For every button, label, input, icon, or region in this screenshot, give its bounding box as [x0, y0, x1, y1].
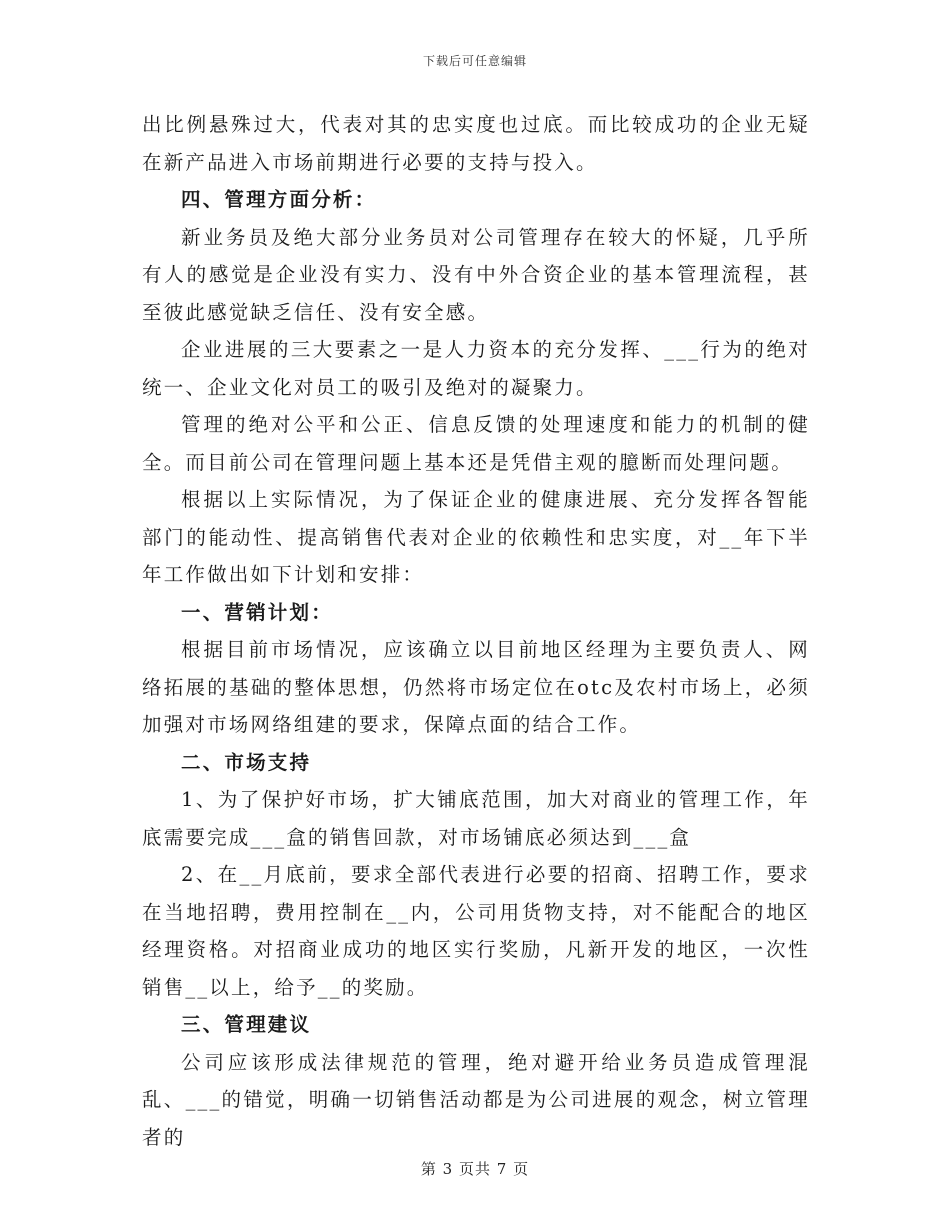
page-footer: 第 3 页共 7 页	[420, 1160, 530, 1178]
section-heading-market-support: 二、市场支持	[181, 750, 312, 774]
paragraph-6: 根据目前市场情况，应该确立以目前地区经理为主要负责人、网络拓展的基础的整体思想，仍然将市场定位在otc及农村市场上，必须加强对市场网络组建的要求，保障点面的结合工作。	[142, 638, 810, 736]
paragraph-1: 出比例悬殊过大，代表对其的忠实度也过底。而比较成功的企业无疑在新产品进入市场前期进行必要的支持与投入。	[142, 113, 810, 174]
document-body	[142, 106, 810, 1156]
page-header: 下载后可任意编辑	[422, 54, 527, 68]
paragraph-9: 公司应该形成法律规范的管理，绝对避开给业务员造成管理混乱、___的错觉，明确一切销售活动都是为公司进展的观念，树立管理者的	[142, 1050, 810, 1149]
paragraph-5: 根据以上实际情况，为了保证企业的健康进展、充分发挥各智能部门的能动性、提高销售代表对企业的依赖性和忠实度，对__年下半年工作做出如下计划和安排：	[142, 488, 810, 586]
section-heading-management-analysis: 四、管理方面分析：	[181, 188, 377, 211]
section-heading-management-suggestions: 三、管理建议	[181, 1013, 312, 1036]
paragraph-3: 企业进展的三大要素之一是人力资本的充分发挥、___行为的绝对统一、企业文化对员工的吸引及绝对的凝聚力。	[142, 338, 810, 399]
paragraph-7: 1、为了保护好市场，扩大铺底范围，加大对商业的管理工作，年底需要完成___盒的销售回款，对市场铺底必须达到___盒	[142, 788, 810, 849]
paragraph-2: 新业务员及绝大部分业务员对公司管理存在较大的怀疑，几乎所有人的感觉是企业没有实力、没有中外合资企业的基本管理流程，甚至彼此感觉缺乏信任、没有安全感。	[142, 225, 810, 324]
paragraph-8: 2、在__月底前，要求全部代表进行必要的招商、招聘工作，要求在当地招聘，费用控制在__内，公司用货物支持，对不能配合的地区经理资格。对招商业成功的地区实行奖励，凡新开发的地区，一次性销售__以上，给予__的奖励。	[142, 863, 810, 999]
paragraph-4: 管理的绝对公平和公正、信息反馈的处理速度和能力的机制的健全。而目前公司在管理问题上基本还是凭借主观的臆断而处理问题。	[142, 413, 810, 474]
section-heading-marketing-plan: 一、营销计划：	[181, 600, 333, 624]
